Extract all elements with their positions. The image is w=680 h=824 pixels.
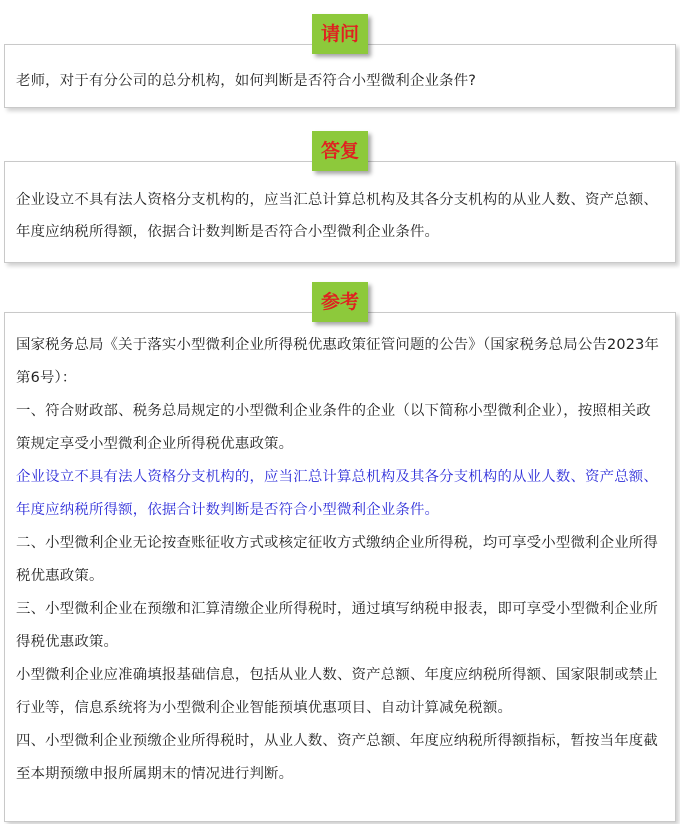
answer-box	[4, 161, 676, 263]
reference-highlight-paragraph: 企业设立不具有法人资格分支机构的，应当汇总计算总机构及其各分支机构的从业人数、资产总额、年度应纳税所得额，依据合计数判断是否符合小型微利企业条件。	[16, 469, 658, 518]
question-section	[0, 14, 680, 108]
answer-section	[0, 131, 680, 263]
question-tag: 请问	[312, 14, 368, 54]
reference-paragraph: 四、小型微利企业预缴企业所得税时，从业人数、资产总额、年度应纳税所得额指标，暂按当年度截至本期预缴申报所属期末的情况进行判断。	[16, 733, 658, 782]
reference-tag: 参考	[312, 282, 368, 322]
reference-paragraph: 一、符合财政部、税务总局规定的小型微利企业条件的企业（以下简称小型微利企业），按照相关政策规定享受小型微利企业所得税优惠政策。	[16, 403, 651, 452]
answer-tag: 答复	[312, 131, 368, 171]
reference-paragraph: 国家税务总局《关于落实小型微利企业所得税优惠政策征管问题的公告》（国家税务总局公告2023年第6号）：	[16, 337, 660, 386]
reference-section	[0, 282, 680, 822]
reference-paragraph: 小型微利企业应准确填报基础信息，包括从业人数、资产总额、年度应纳税所得额、国家限制或禁止行业等，信息系统将为小型微利企业智能预填优惠项目、自动计算减免税额。	[16, 667, 658, 716]
question-text: 老师，对于有分公司的总分机构，如何判断是否符合小型微利企业条件?	[16, 73, 477, 89]
reference-paragraph: 二、小型微利企业无论按查账征收方式或核定征收方式缴纳企业所得税，均可享受小型微利企业所得税优惠政策。	[16, 535, 658, 584]
answer-text: 企业设立不具有法人资格分支机构的，应当汇总计算总机构及其各分支机构的从业人数、资产总额、年度应纳税所得额，依据合计数判断是否符合小型微利企业条件。	[16, 192, 658, 240]
reference-paragraph: 三、小型微利企业在预缴和汇算清缴企业所得税时，通过填写纳税申报表，即可享受小型微利企业所得税优惠政策。	[16, 601, 658, 650]
reference-box	[4, 312, 676, 822]
